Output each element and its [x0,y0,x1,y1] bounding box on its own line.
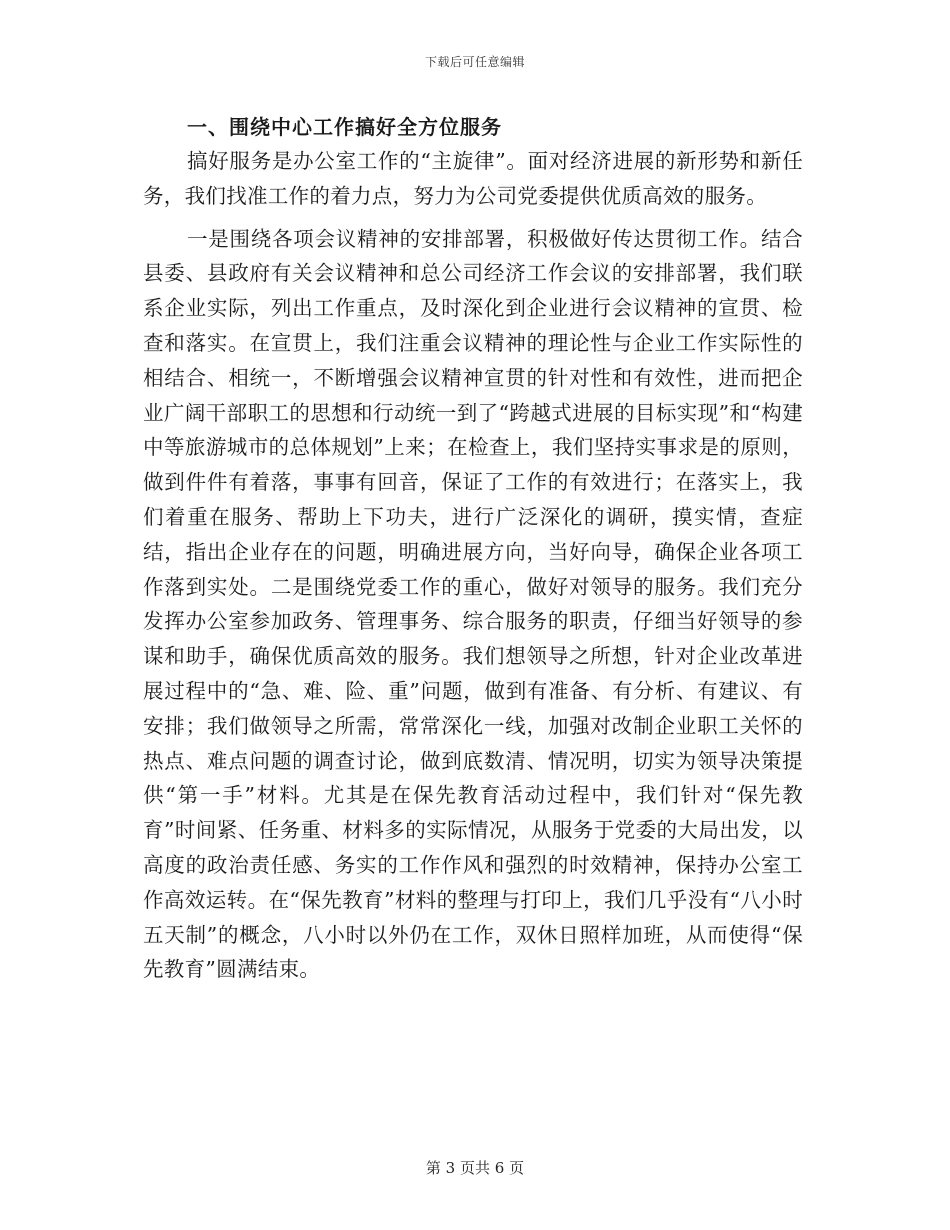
paragraph-intro: 搞好服务是办公室工作的“主旋律”。面对经济进展的新形势和新任务，我们找准工作的着力点，努力为公司党委提供优质高效的服务。 [143,149,803,208]
document-body [143,110,803,987]
section-heading: 一、围绕中心工作搞好全方位服务 [187,115,502,139]
page-number-footer: 第 3 页共 6 页 [425,1159,525,1177]
paragraph-main: 一是围绕各项会议精神的安排部署，积极做好传达贯彻工作。结合县委、县政府有关会议精神和总公司经济工作会议的安排部署，我们联系企业实际，列出工作重点，及时深化到企业进行会议精神的宣贯、检查和落实。在宣贯上，我们注重会议精神的理论性与企业工作实际性的相结合、相统一，不断增强会议精神宣贯的针对性和有效性，进而把企业广阔干部职工的思想和行动统一到了“跨越式进展的目标实现”和“构建中等旅游城市的总体规划”上来；在检查上，我们坚持实事求是的原则，做到件件有着落，事事有回音，保证了工作的有效进行；在落实上，我们着重在服务、帮助上下功夫，进行广泛深化的调研，摸实情，查症结，指出企业存在的问题，明确进展方向，当好向导，确保企业各项工作落到实处。二是围绕党委工作的重心，做好对领导的服务。我们充分发挥办公室参加政务、管理事务、综合服务的职责，仔细当好领导的参谋和助手，确保优质高效的服务。我们想领导之所想，针对企业改革进展过程中的“急、难、险、重”问题，做到有准备、有分析、有建议、有安排；我们做领导之所需，常常深化一线，加强对改制企业职工关怀的热点、难点问题的调查讨论，做到底数清、情况明，切实为领导决策提供“第一手”材料。尤其是在保先教育活动过程中，我们针对“保先教育”时间紧、任务重、材料多的实际情况，从服务于党委的大局出发，以高度的政治责任感、务实的工作作风和强烈的时效精神，保持办公室工作高效运转。在“保先教育”材料的整理与打印上，我们几乎没有“八小时五天制”的概念，八小时以外仍在工作，双休日照样加班，从而使得“保先教育”圆满结束。 [143,226,803,982]
header-note: 下载后可任意编辑 [424,55,525,69]
